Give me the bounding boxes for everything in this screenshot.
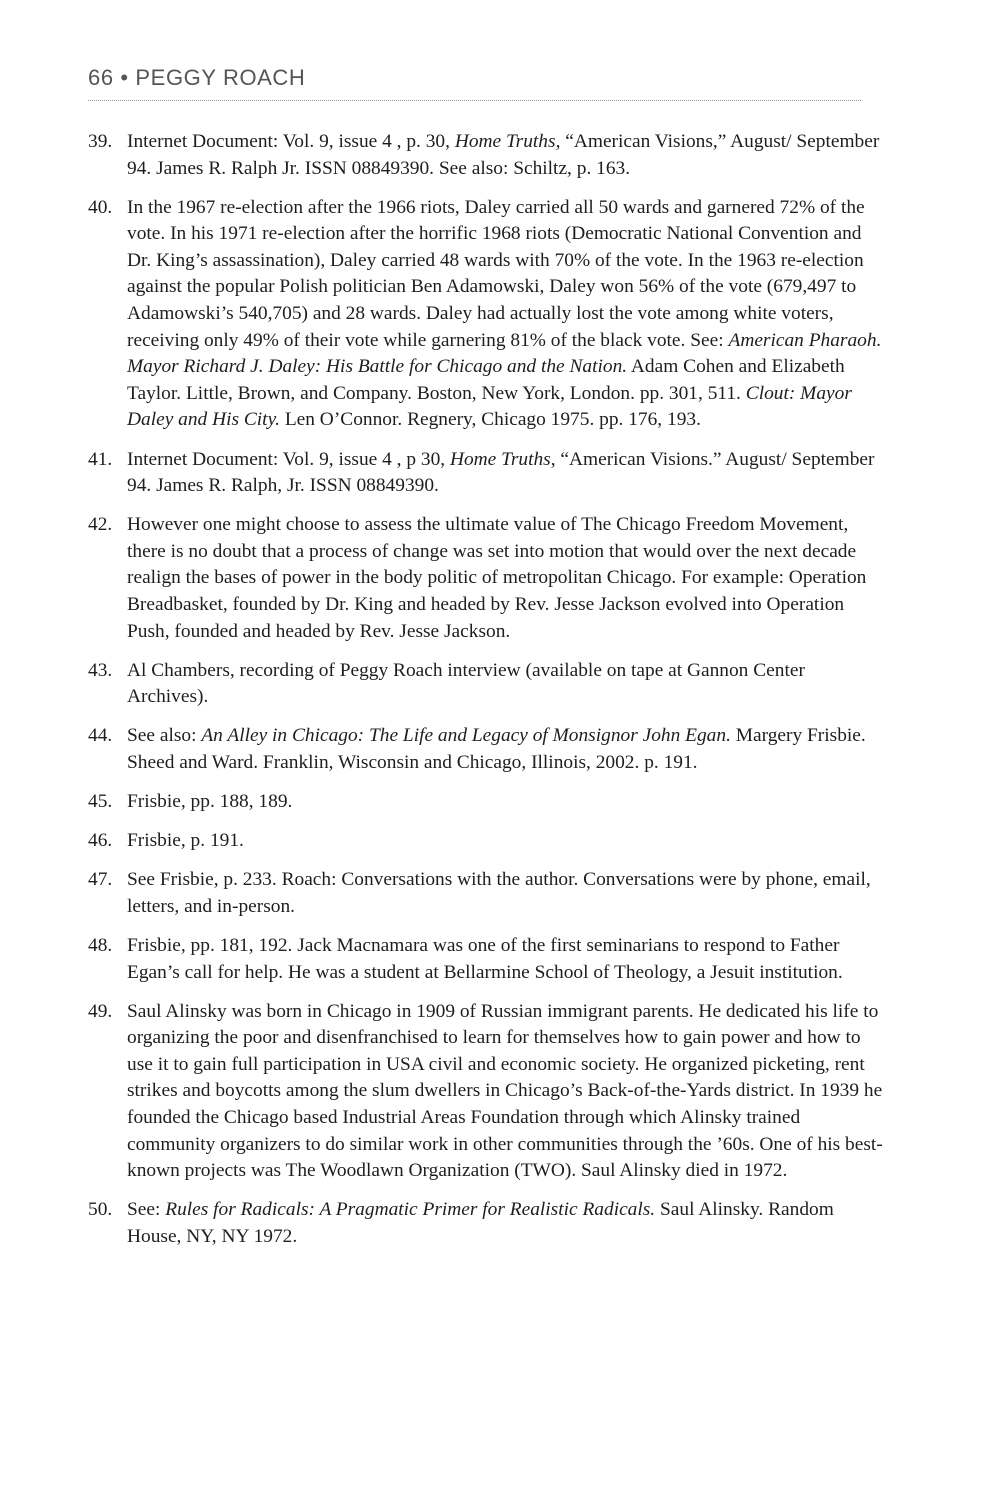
endnote-text (127, 447, 888, 500)
text-run: Al Chambers, recording of Peggy Roach interview (available on tape at Gannon Center Archives). (127, 659, 805, 708)
text-run: See Frisbie, p. 233. Roach: Conversations with the author. Conversations were by phone, email, letters, and in-person. (127, 869, 871, 917)
italic-title: Rules for Radicals: A Pragmatic Primer for Realistic Radicals. (165, 1199, 656, 1221)
endnote-48 (88, 933, 888, 986)
text-run: , “American Visions.” August/ September 94. James R. Ralph, Jr. ISSN 08849390. (127, 448, 875, 497)
endnote-text (127, 867, 888, 920)
endnote-47 (88, 867, 888, 920)
text-run: Saul Alinsky was born in Chicago in 1909 of Russian immigrant parents. He dedicated his life to organizing the poor and disenfranchised to learn for themselves how to gain power and how to use it to gain full participation in USA civil and economic society. He organized picketing, rent strikes and boycotts among the slum dwellers in Chicago’s Back-of-the-Yards district. In 1939 he founded the Chicago based Industrial Areas Foundation through which Alinsky trained community organizers to do similar work in other communities through the ’60s. One of his best-known projects was The Woodlawn Organization (TWO). Saul Alinsky died in 1972. (127, 1000, 883, 1182)
endnote-39 (88, 129, 888, 182)
endnote-number: 46. (88, 830, 113, 852)
endnote-number: 39. (88, 131, 113, 152)
endnote-text (127, 658, 888, 711)
endnote-number: 40. (88, 196, 113, 218)
endnote-number: 44. (88, 725, 113, 747)
endnote-number: 50. (88, 1199, 113, 1221)
endnote-text (127, 512, 888, 645)
italic-title: Home Truths (449, 448, 551, 470)
italic-title: American Pharaoh. Mayor Richard J. Daley: His Battle for Chicago and the Nation. (127, 329, 882, 378)
header-dotted-rule (88, 100, 861, 101)
endnote-number: 49. (88, 1000, 113, 1022)
italic-title: Home Truths (454, 131, 556, 152)
endnote-46 (88, 828, 888, 855)
text-run: , “American Visions,” August/ September 94. James R. Ralph Jr. ISSN 08849390. See also: Schiltz, p. 163. (127, 131, 880, 179)
endnote-number: 48. (88, 934, 113, 956)
endnote-text (127, 195, 888, 434)
text-run: See also: (127, 725, 202, 747)
endnote-number: 43. (88, 659, 113, 681)
endnote-number: 41. (88, 448, 113, 470)
text-run: Frisbie, p. 191. (127, 830, 244, 852)
text-run: Internet Document: Vol. 9, issue 4 , p. 30, (127, 131, 455, 152)
italic-title: An Alley in Chicago: The Life and Legacy of Monsignor John Egan. (201, 725, 731, 747)
endnote-text (127, 999, 888, 1185)
endnote-number: 45. (88, 791, 113, 813)
running-head: 66 • PEGGY ROACH (88, 65, 306, 90)
endnote-text (127, 723, 888, 776)
endnote-40 (88, 195, 888, 434)
endnote-42 (88, 512, 888, 645)
endnote-45 (88, 789, 888, 816)
endnote-49 (88, 999, 888, 1185)
text-run: Adam Cohen and Elizabeth Taylor. Little, Brown, and Company. Boston, New York, London. pp. 301, 511. (127, 356, 845, 404)
endnote-44 (88, 723, 888, 776)
endnote-43 (88, 658, 888, 711)
text-run: Frisbie, pp. 188, 189. (127, 791, 293, 813)
text-run: In the 1967 re-election after the 1966 riots, Daley carried all 50 wards and garnered 72% of the vote. In his 1971 re-election after the horrific 1968 riots (Democratic National Convention and Dr. King’s assassination), Daley carried 48 wards with 70% of the vote. In the 1963 re-election against the popular Polish politician Ben Adamowski, Daley won 56% of the vote (679,497 to Adamowski’s 540,705) and 28 wards. Daley had actually lost the vote among white voters, receiving only 49% of their vote while garnering 81% of the black vote. See: (127, 196, 865, 351)
text-run: Frisbie, pp. 181, 192. Jack Macnamara was one of the first seminarians to respond to Father Egan’s call for help. He was a student at Bellarmine School of Theology, a Jesuit institution. (127, 934, 843, 983)
endnote-50 (88, 1197, 888, 1250)
endnote-41 (88, 447, 888, 500)
endnote-text (127, 789, 888, 816)
text-run: Margery Frisbie. Sheed and Ward. Franklin, Wisconsin and Chicago, Illinois, 2002. p. 191. (127, 725, 866, 773)
endnote-number: 47. (88, 869, 113, 891)
text-run: Len O’Connor. Regnery, Chicago 1975. pp. 176, 193. (279, 409, 701, 431)
endnote-number: 42. (88, 514, 113, 536)
text-run: Internet Document: Vol. 9, issue 4 , p 30, (127, 448, 450, 470)
book-page (88, 62, 888, 1263)
endnotes-list (88, 129, 888, 1250)
endnote-text (127, 1197, 888, 1250)
endnote-text (127, 933, 888, 986)
text-run: However one might choose to assess the ultimate value of The Chicago Freedom Movement, there is no doubt that a process of change was set into motion that would over the next decade realign the bases of power in the body politic of metropolitan Chicago. For example: Operation Breadbasket, founded by Dr. King and headed by Rev. Jesse Jackson evolved into Operation Push, founded and headed by Rev. Jesse Jackson. (127, 514, 867, 642)
text-run: See: (127, 1199, 166, 1221)
endnote-text (127, 129, 888, 182)
italic-title: Clout: Mayor Daley and His City. (127, 382, 852, 431)
text-run: Saul Alinsky. Random House, NY, NY 1972. (127, 1199, 834, 1247)
endnote-text (127, 828, 888, 855)
